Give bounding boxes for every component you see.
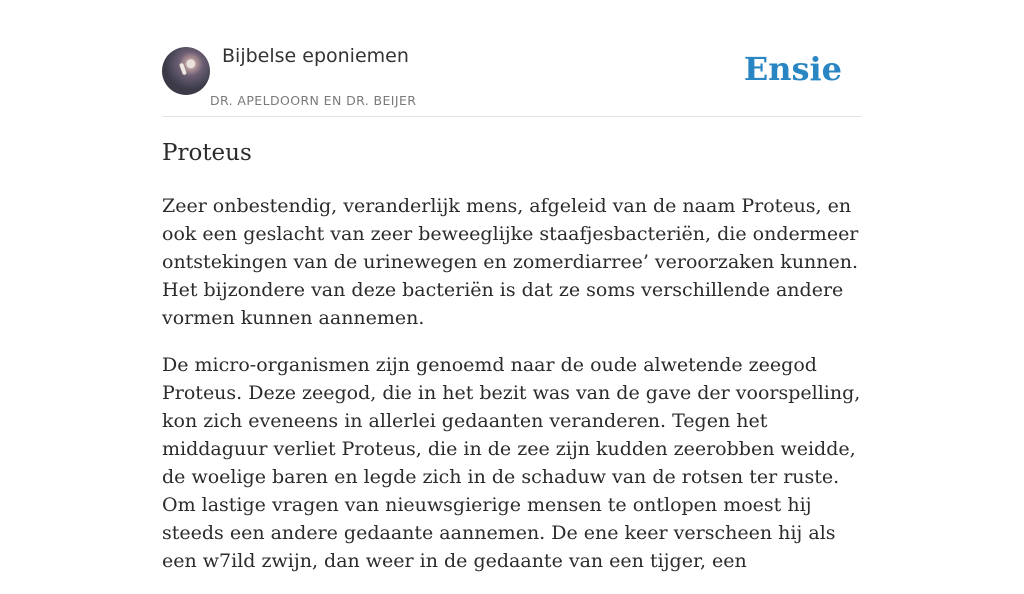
book-authors: DR. APELDOORN EN DR. BEIJER	[210, 93, 417, 108]
entry-paragraph: De micro-organismen zijn genoemd naar de oude alwetende zeegod Proteus. Deze zeegod, die in het bezit was van de gave der voorspelling, kon zich eveneens in allerlei gedaanten veranderen. Tegen het middaguur verliet Proteus, die in de zee zijn kudden zeerobben weidde, de woelige baren en legde zich in de schaduw van de rotsen ter ruste. Om lastige vragen van nieuwsgierige mensen te ontlopen moest hij steeds een andere gedaante aannemen. De ene keer verscheen hij als een w7ild zwijn, dan weer in de gedaante van een tijger, een	[162, 354, 861, 572]
entry-title: Proteus	[162, 140, 252, 166]
header	[162, 0, 862, 117]
book-cover-icon[interactable]	[162, 47, 192, 95]
entry-body	[162, 192, 862, 594]
entry-paragraph: Zeer onbestendig, veranderlijk mens, afgeleid van de naam Proteus, en ook een geslacht van zeer beweeglijke staafjesbacteriën, die ondermeer ontstekingen van de urinewegen en zomerdiarree’ veroorzaken kunnen. Het bijzondere van deze bacteriën is dat ze soms verschillende andere vormen kunnen aannemen.	[162, 195, 859, 329]
entry-page	[162, 0, 862, 572]
ensie-logo-link[interactable]: Ensie	[743, 50, 842, 88]
book-title-link[interactable]: Bijbelse eponiemen	[222, 45, 409, 67]
